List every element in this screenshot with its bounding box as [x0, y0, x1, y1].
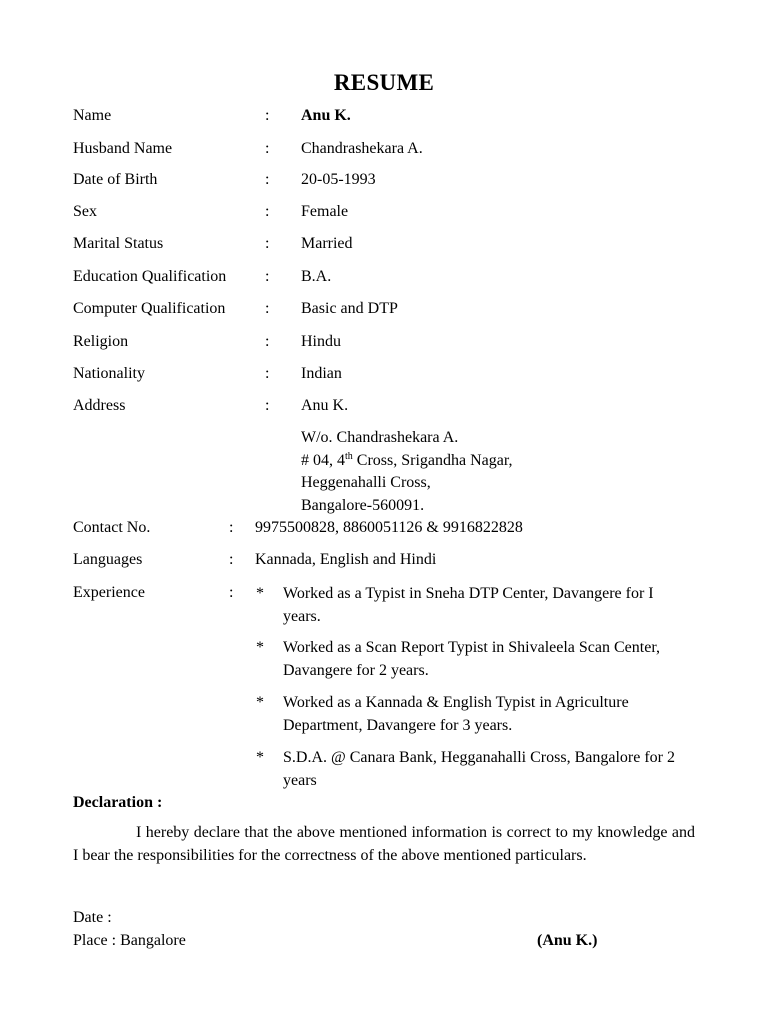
field-value: B.A.: [301, 268, 332, 285]
field-colon: :: [265, 203, 270, 220]
field-colon: :: [265, 235, 270, 252]
field-label: Contact No.: [73, 519, 151, 536]
field-label: Nationality: [73, 365, 145, 382]
field-label: Name: [73, 107, 112, 124]
field-colon: :: [229, 551, 234, 568]
page-title: RESUME: [333, 70, 435, 95]
bullet: *: [256, 749, 264, 766]
field-value: 20-05-1993: [301, 171, 376, 188]
field-label: Marital Status: [73, 235, 164, 252]
field-value: Married: [301, 235, 353, 252]
field-value: Anu K.: [301, 107, 351, 124]
address-line-3: # 04, 4th Cross, Srigandha Nagar,: [301, 450, 513, 469]
field-colon: :: [265, 171, 270, 188]
field-colon: :: [265, 107, 270, 124]
field-label: Husband Name: [73, 140, 173, 157]
declaration-text: I hereby declare that the above mentioned information is correct to my knowledge and I bear the responsibilities for the correctness of the above mentioned particulars.: [73, 824, 695, 864]
address-line-2: W/o. Chandrashekara A.: [301, 429, 459, 446]
field-value: Female: [301, 203, 349, 220]
date-field: Date :: [73, 909, 112, 926]
field-colon: :: [265, 333, 270, 350]
bullet: *: [256, 585, 264, 602]
address-block: [301, 427, 513, 517]
field-value: Hindu: [301, 333, 341, 350]
field-value: Kannada, English and Hindi: [255, 551, 437, 568]
field-colon: :: [265, 268, 270, 285]
field-label: Religion: [73, 333, 129, 350]
field-label: Education Qualification: [73, 268, 227, 285]
field-label: Date of Birth: [73, 171, 158, 188]
field-value: 9975500828, 8860051126 & 9916822828: [255, 519, 523, 536]
bullet: *: [256, 639, 264, 656]
declaration-heading: Declaration :: [73, 794, 163, 811]
signature-name: (Anu K.): [537, 932, 598, 949]
experience-text: Worked as a Typist in Sneha DTP Center, Davangere for I years.: [283, 585, 654, 625]
address-line-1: Anu K.: [301, 397, 349, 414]
field-colon: :: [265, 397, 270, 414]
address-line-4: Heggenahalli Cross,: [301, 474, 431, 491]
field-label: Languages: [73, 551, 143, 568]
field-value: Chandrashekara A.: [301, 140, 423, 157]
field-colon: :: [265, 140, 270, 157]
field-colon: :: [229, 584, 234, 601]
experience-text: Worked as a Kannada & English Typist in Agriculture Department, Davangere for 3 years.: [283, 694, 629, 734]
field-label: Experience: [73, 584, 145, 601]
experience-text: S.D.A. @ Canara Bank, Hegganahalli Cross, Bangalore for 2 years: [283, 749, 675, 789]
place-field: Place : Bangalore: [73, 932, 186, 949]
address-line-5: Bangalore-560091.: [301, 496, 425, 514]
bullet: *: [256, 694, 264, 711]
field-label: Address: [73, 397, 126, 414]
field-value: Basic and DTP: [301, 300, 398, 317]
field-colon: :: [265, 365, 270, 382]
field-label: Sex: [73, 203, 97, 220]
field-value: Indian: [301, 365, 342, 382]
field-colon: :: [229, 519, 234, 536]
field-label: Computer Qualification: [73, 300, 226, 317]
experience-text: Worked as a Scan Report Typist in Shivaleela Scan Center, Davangere for 2 years.: [283, 639, 661, 679]
field-colon: :: [265, 300, 270, 317]
